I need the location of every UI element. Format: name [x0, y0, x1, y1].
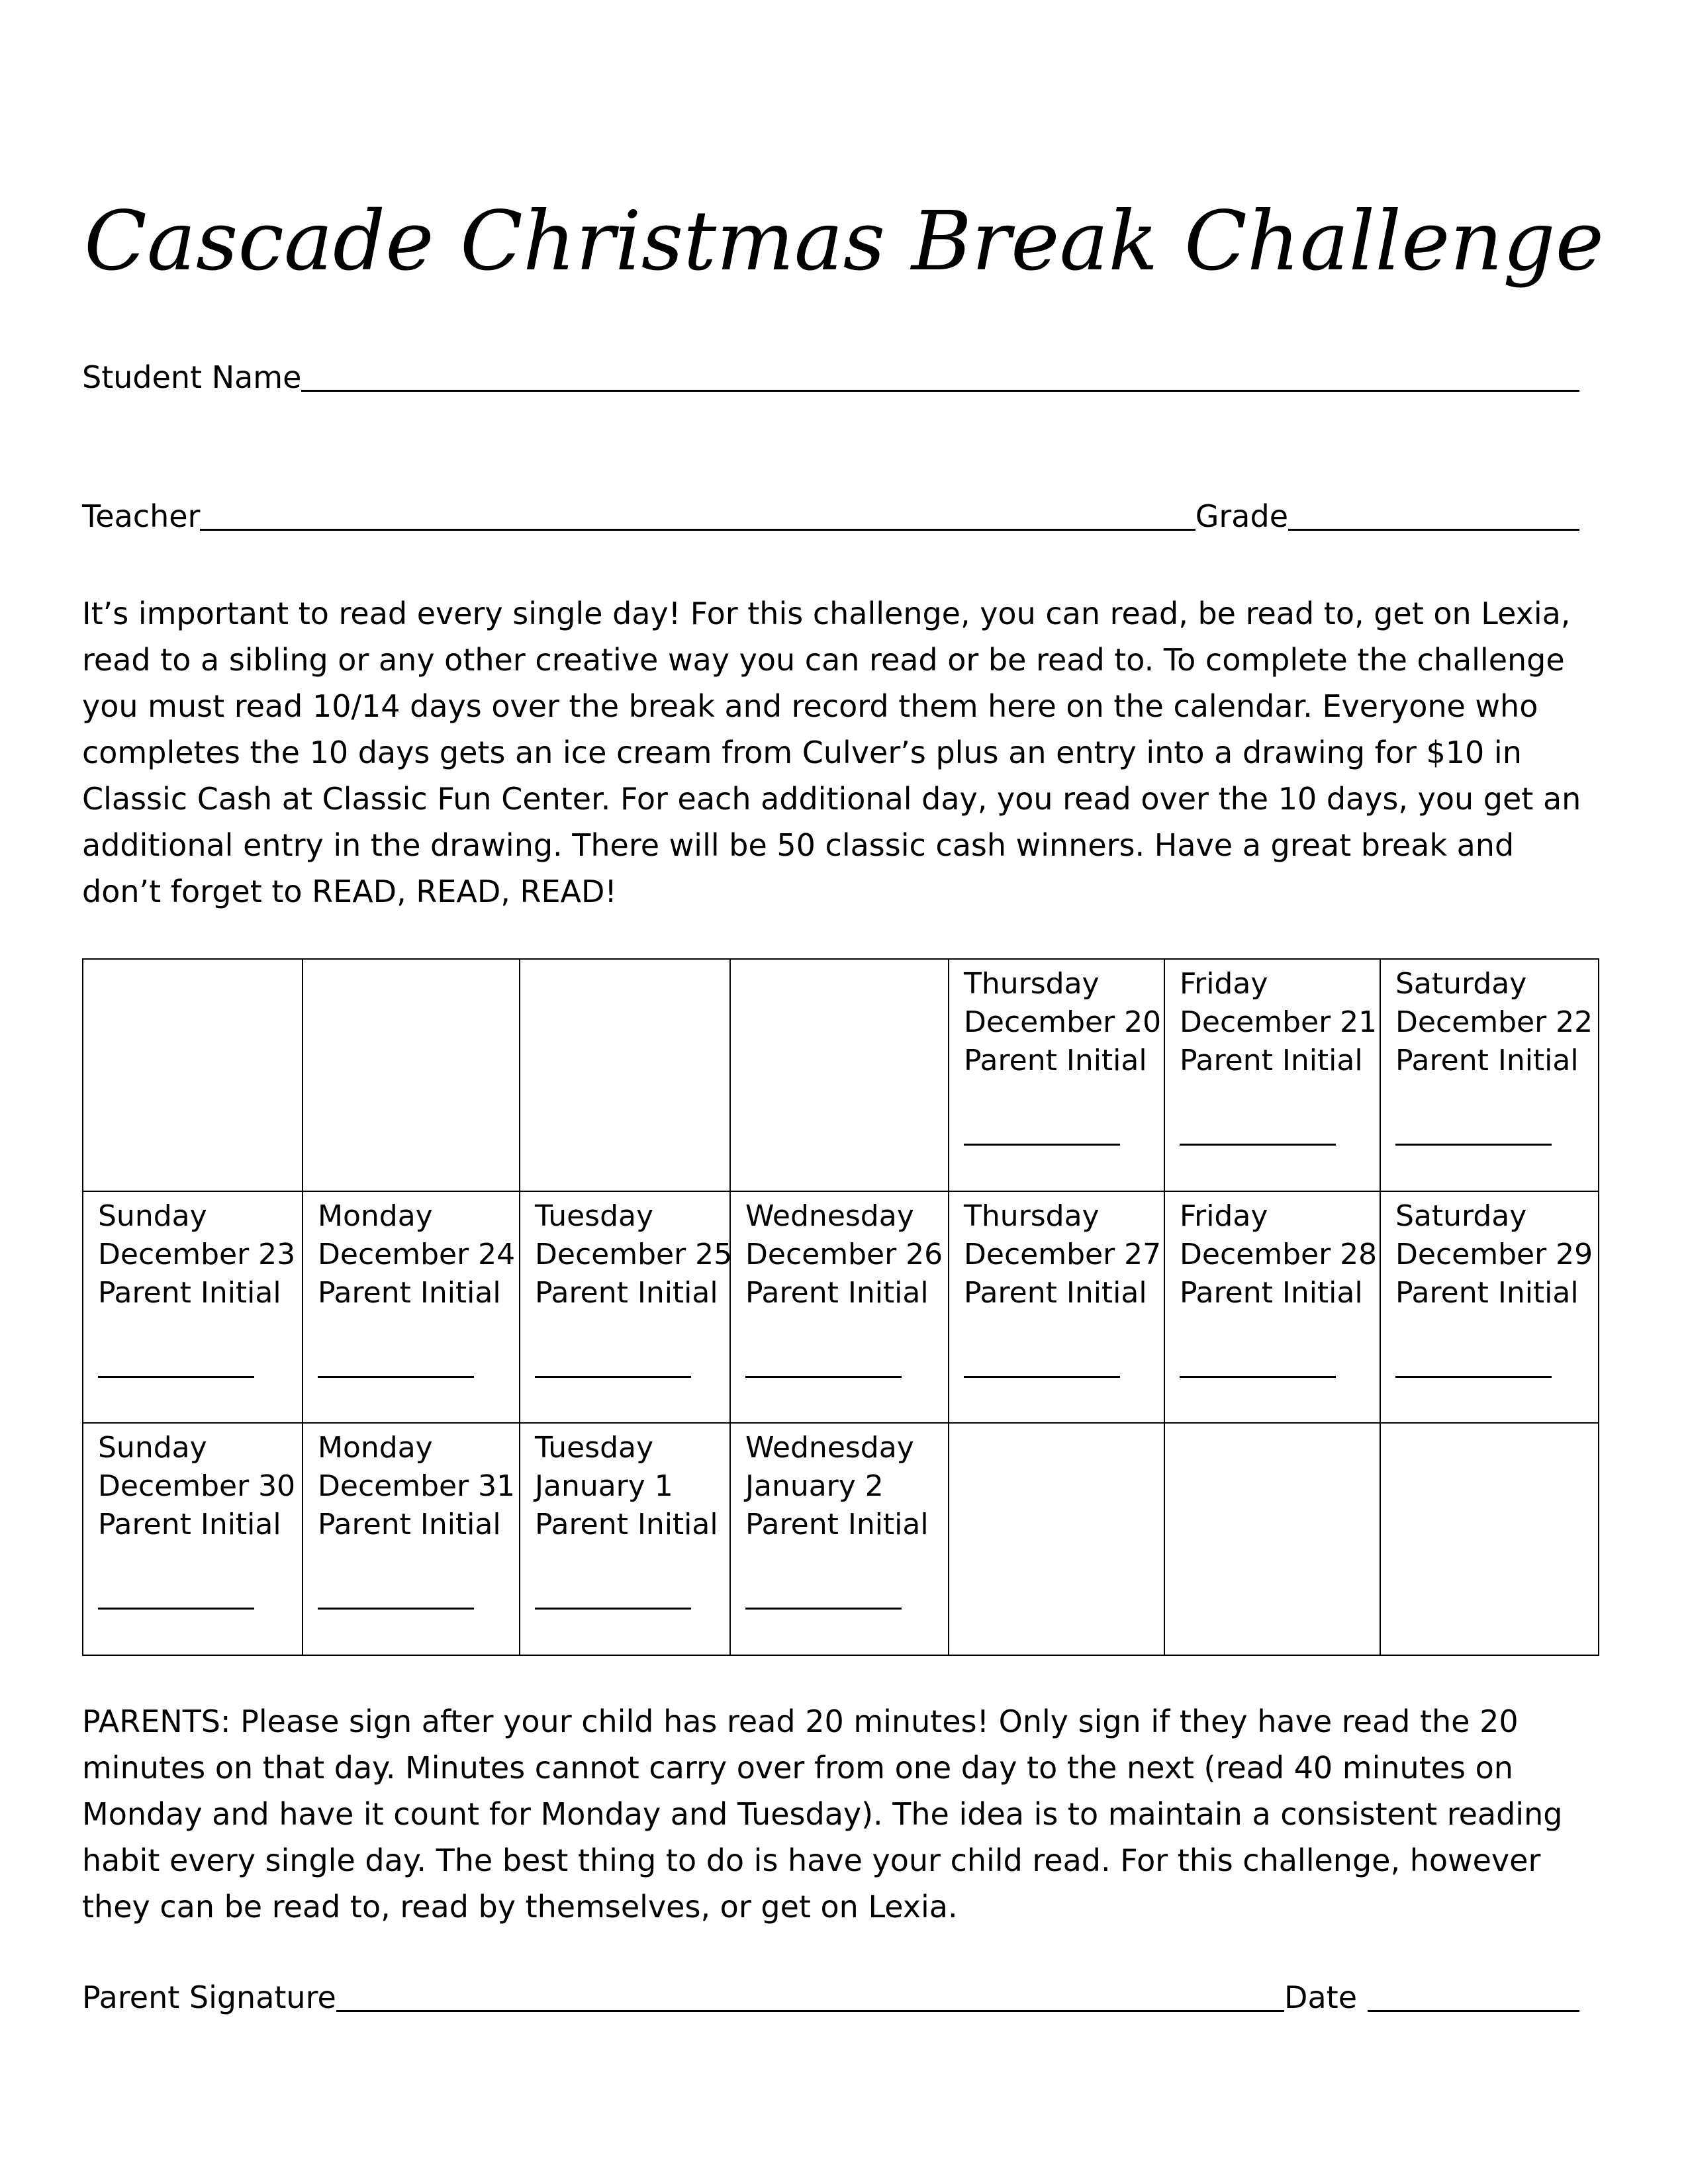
- calendar-day-cell: [1380, 1191, 1599, 1424]
- day-name: Sunday: [98, 1431, 207, 1465]
- parent-initial-label: Parent Initial: [1180, 1275, 1363, 1310]
- parent-initial-field[interactable]: [535, 1376, 691, 1378]
- calendar-empty-cell: [949, 1423, 1164, 1655]
- parent-initial-field[interactable]: [1395, 1144, 1552, 1146]
- parent-initial-field[interactable]: [535, 1608, 691, 1610]
- reading-calendar: [82, 958, 1599, 1656]
- day-name: Monday: [318, 1199, 433, 1233]
- calendar-empty-cell: [303, 959, 520, 1191]
- date-field[interactable]: [1368, 1979, 1579, 2012]
- calendar-empty-cell: [1164, 1423, 1380, 1655]
- parent-initial-field[interactable]: [964, 1144, 1120, 1146]
- day-name: Friday: [1180, 967, 1268, 1001]
- student-name-row: [82, 357, 1579, 397]
- day-date: December 31: [318, 1469, 516, 1504]
- calendar-day-cell: [1380, 959, 1599, 1191]
- parent-initial-field[interactable]: [745, 1376, 902, 1378]
- teacher-label: Teacher: [82, 498, 201, 534]
- calendar-day-cell: [730, 1423, 949, 1655]
- day-name: Thursday: [964, 967, 1100, 1001]
- day-date: January 1: [535, 1469, 673, 1504]
- parent-initial-label: Parent Initial: [964, 1275, 1147, 1310]
- day-date: January 2: [745, 1469, 884, 1504]
- day-name: Saturday: [1395, 967, 1527, 1001]
- parent-initial-field[interactable]: [318, 1608, 474, 1610]
- day-date: December 27: [964, 1237, 1162, 1271]
- day-date: December 21: [1180, 1005, 1378, 1039]
- parent-initial-label: Parent Initial: [1180, 1044, 1363, 1077]
- calendar-day-cell: [83, 1423, 303, 1655]
- parent-initial-label: Parent Initial: [98, 1508, 281, 1542]
- parent-initial-label: Parent Initial: [964, 1044, 1147, 1077]
- day-date: December 22: [1395, 1005, 1593, 1039]
- day-name: Wednesday: [745, 1431, 914, 1465]
- day-name: Thursday: [964, 1199, 1100, 1233]
- parent-initial-label: Parent Initial: [318, 1275, 501, 1310]
- parent-initial-field[interactable]: [1395, 1376, 1552, 1378]
- day-date: December 25: [535, 1237, 733, 1271]
- calendar-day-cell: [520, 1423, 730, 1655]
- calendar-day-cell: [730, 1191, 949, 1424]
- day-date: December 26: [745, 1237, 943, 1271]
- parent-signature-label: Parent Signature: [82, 1979, 336, 2015]
- grade-field[interactable]: [1288, 498, 1579, 531]
- parent-initial-label: Parent Initial: [745, 1508, 929, 1542]
- student-name-label: Student Name: [82, 359, 302, 395]
- calendar-empty-cell: [730, 959, 949, 1191]
- grade-label: Grade: [1195, 498, 1288, 534]
- signature-row: [82, 1978, 1579, 2017]
- day-name: Tuesday: [535, 1431, 654, 1465]
- parent-initial-label: Parent Initial: [318, 1508, 501, 1542]
- day-name: Sunday: [98, 1199, 207, 1233]
- day-name: Tuesday: [535, 1199, 654, 1233]
- calendar-day-cell: [83, 1191, 303, 1424]
- calendar-week-row: [83, 1191, 1599, 1424]
- day-date: December 23: [98, 1237, 296, 1271]
- parent-initial-label: Parent Initial: [98, 1275, 281, 1310]
- day-name: Friday: [1180, 1199, 1268, 1233]
- parent-signature-field[interactable]: [336, 1979, 1284, 2012]
- intro-paragraph: It’s important to read every single day! For this challenge, you can read, be read to, get on Lexia, read to a sibling or any other creative way you can read or be read to. To complete the challenge you must read 10/14 days over the break and record them here on the calendar. Everyone who completes the 10 days gets an ice cream from Culver’s plus an entry into a drawing for $10 in Classic Cash at Classic Fun Center. For each additional day, you read over the 10 days, you get an additional entry in the drawing. There will be 50 classic cash winners. Have a great break and don’t forget to READ, READ, READ!: [82, 596, 1581, 909]
- calendar-empty-cell: [1380, 1423, 1599, 1655]
- parent-initial-field[interactable]: [745, 1608, 902, 1610]
- calendar-day-cell: [303, 1423, 520, 1655]
- day-date: December 30: [98, 1469, 296, 1504]
- parents-paragraph: PARENTS: Please sign after your child has read 20 minutes! Only sign if they have read the 20 minutes on that day. Minutes cannot carry over from one day to the next (read 40 minutes on Monday and have it count for Monday and Tuesday). The idea is to maintain a consistent reading habit every single day. The best thing to do is have your child read. For this challenge, however they can be read to, read by themselves, or get on Lexia.: [82, 1704, 1563, 1925]
- parent-initial-field[interactable]: [98, 1376, 254, 1378]
- parent-initial-field[interactable]: [98, 1608, 254, 1610]
- parent-initial-label: Parent Initial: [1395, 1044, 1579, 1077]
- date-label: Date: [1284, 1979, 1357, 2015]
- day-name: Saturday: [1395, 1199, 1527, 1233]
- parent-initial-label: Parent Initial: [535, 1275, 718, 1310]
- calendar-week-row: [83, 1423, 1599, 1655]
- calendar-day-cell: [1164, 959, 1380, 1191]
- calendar-day-cell: [949, 1191, 1164, 1424]
- calendar-empty-cell: [83, 959, 303, 1191]
- day-date: December 24: [318, 1237, 516, 1271]
- teacher-field[interactable]: [200, 498, 1195, 531]
- day-name: Monday: [318, 1431, 433, 1465]
- calendar-day-cell: [520, 1191, 733, 1424]
- parent-initial-label: Parent Initial: [1395, 1275, 1579, 1310]
- parent-initial-field[interactable]: [1180, 1144, 1336, 1146]
- day-date: December 29: [1395, 1237, 1593, 1271]
- parent-initial-label: Parent Initial: [535, 1508, 718, 1542]
- calendar-day-cell: [1164, 1191, 1380, 1424]
- day-date: December 20: [964, 1005, 1162, 1039]
- day-name: Wednesday: [745, 1199, 914, 1233]
- parent-initial-field[interactable]: [318, 1376, 474, 1378]
- student-name-field[interactable]: [301, 359, 1579, 392]
- day-date: December 28: [1180, 1237, 1378, 1271]
- teacher-grade-row: [82, 496, 1579, 536]
- calendar-empty-cell: [520, 959, 730, 1191]
- calendar-week-row: [83, 959, 1599, 1191]
- parent-initial-field[interactable]: [1180, 1376, 1336, 1378]
- page-title: Cascade Christmas Break Challenge: [84, 194, 1604, 289]
- parent-initial-field[interactable]: [964, 1376, 1120, 1378]
- calendar-day-cell: [303, 1191, 520, 1424]
- calendar-day-cell: [949, 959, 1164, 1191]
- parent-initial-label: Parent Initial: [745, 1275, 929, 1310]
